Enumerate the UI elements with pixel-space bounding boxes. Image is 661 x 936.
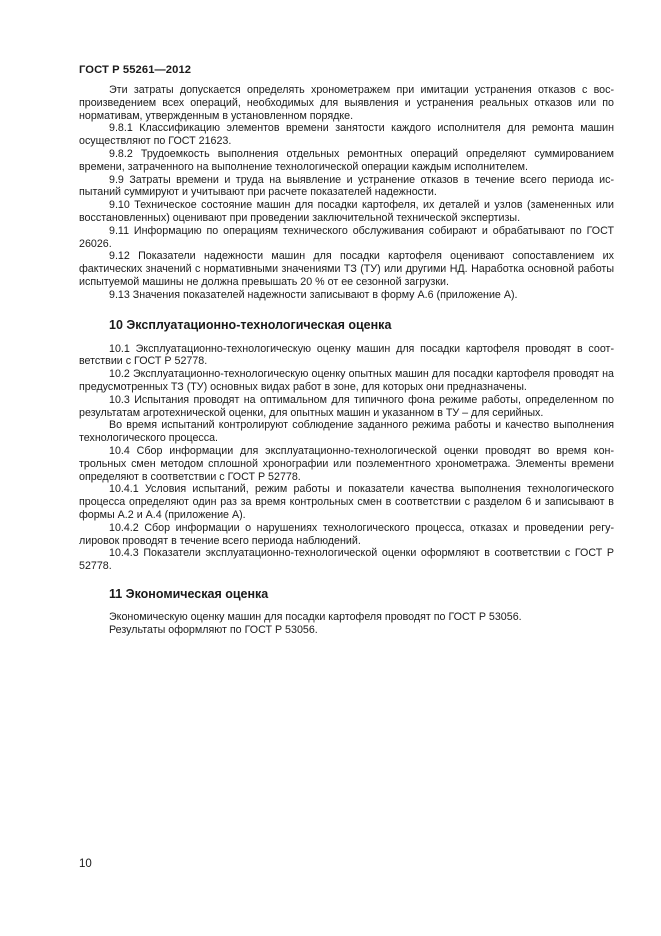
paragraph: 10.2 Эксплуатационно-технологическую оценку опытных машин для посадки картофеля проводят на предусмотренных ТЗ (ТУ) основных видах работ в зоне, для которых они предназначены. bbox=[79, 368, 614, 393]
paragraph: 9.12 Показатели надежности машин для посадки картофеля оценивают сопоставлением их фактических значений с нормативными значениями ТЗ (ТУ) или другими НД. Наработка основной работы испытуемой машины не должна превышать 20 % от ее сезонной загрузки. bbox=[79, 250, 614, 288]
section-heading-11: 11 Экономическая оценка bbox=[109, 586, 269, 601]
section-heading-10: 10 Эксплуатационно-технологическая оценка bbox=[109, 317, 392, 332]
paragraph: 9.10 Техническое состояние машин для посадки картофеля, их деталей и узлов (замененных или восстановленных) оценивают при проведении заключительной технической экспертизы. bbox=[79, 199, 614, 224]
paragraph: 9.13 Значения показателей надежности записывают в форму А.6 (приложение А). bbox=[109, 288, 518, 301]
document-header: ГОСТ Р 55261—2012 bbox=[79, 64, 192, 76]
paragraph: Экономическую оценку машин для посадки картофеля проводят по ГОСТ Р 53056. bbox=[109, 610, 522, 623]
paragraph: 10.4 Сбор информации для эксплуатационно-технологической оценки проводят во время контрольных смен методом сплошной хронографии или поэлементного хронометража. Элементы времени определяют в соответствии с ГОСТ Р 52778. bbox=[79, 444, 614, 483]
document-body bbox=[79, 84, 614, 636]
paragraph: 10.4.1 Условия испытаний, режим работы и показатели качества выполнения технологического процесса определяют один раз за время контрольных смен в соответствии с разделом 6 и записывают в формы А.2 и А.4 (приложение А). bbox=[79, 483, 614, 521]
paragraph: 10.3 Испытания проводят на оптимальном для типичного фона режиме работы, определенном по результатам агротехнической оценки, для опытных машин и указанном в ТУ – для серийных. bbox=[79, 393, 614, 419]
paragraph: Результаты оформляют по ГОСТ Р 53056. bbox=[109, 623, 318, 636]
paragraph: Во время испытаний контролируют соблюдение заданного режима работы и качество выполнения технологического процесса. bbox=[79, 419, 614, 445]
paragraph: Эти затраты допускается определять хронометражем при имитации устранения отказов с воспроизведением всех операций, необходимых для выявления и устранения реальных отказов или по нормативам, утвержденным в установленном порядке. bbox=[79, 84, 614, 122]
paragraph: 9.9 Затраты времени и труда на выявление и устранение отказов в течение всего периода испытаний суммируют и учитывают при расчете показателей надежности. bbox=[79, 173, 614, 199]
paragraph: 10.4.2 Сбор информации о нарушениях технологического процесса, отказах и проведении регулировок проводят в течение всего периода наблюдений. bbox=[79, 521, 614, 547]
paragraph: 10.4.3 Показатели эксплуатационно-технологической оценки оформляют в соответствии с ГОСТ Р 52778. bbox=[79, 547, 614, 573]
paragraph: 10.1 Эксплуатационно-технологическую оценку машин для посадки картофеля проводят в соответствии с ГОСТ Р 52778. bbox=[79, 342, 614, 368]
paragraph: 9.8.1 Классификацию элементов времени занятости каждого исполнителя для ремонта машин осуществляют по ГОСТ 21623. bbox=[79, 122, 614, 148]
paragraph: 9.8.2 Трудоемкость выполнения отдельных ремонтных операций определяют суммированием времени, затраченного на выполнение технологической операции каждым исполнителем. bbox=[79, 147, 614, 173]
paragraph: 9.11 Информацию по операциям технического обслуживания собирают и обрабатывают по ГОСТ 26026. bbox=[79, 224, 614, 250]
page-number: 10 bbox=[79, 858, 92, 870]
